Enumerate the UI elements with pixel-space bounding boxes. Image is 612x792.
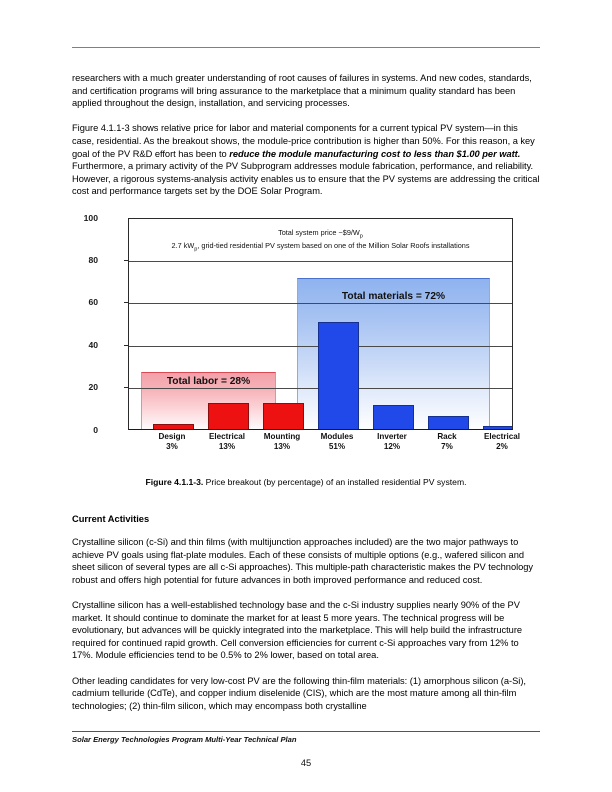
x-label-design-pct: 3% — [166, 442, 178, 452]
x-label-design-name: Design — [158, 431, 186, 441]
header-rule — [72, 47, 540, 48]
x-label-electrical-materials-name: Electrical — [484, 431, 520, 441]
x-label-electrical-labor-pct: 13% — [218, 442, 236, 452]
chart-note-1-text: Total system price ~$9/W — [278, 227, 360, 237]
paragraph-2-emphasis: reduce the module manufacturing cost to less than $1.00 per watt. — [229, 148, 521, 159]
x-label-inverter — [362, 432, 422, 453]
chart-note-line-2 — [129, 241, 512, 252]
x-label-rack — [417, 432, 477, 453]
gridline-80 — [129, 261, 512, 262]
y-tick-label-0: 0 — [93, 424, 98, 435]
figure-4-1-1-3 — [72, 211, 540, 487]
x-label-electrical-materials — [472, 432, 532, 453]
price-breakout-chart — [83, 211, 520, 466]
bar-design — [153, 424, 194, 429]
x-label-rack-name: Rack — [437, 431, 457, 441]
paragraph-2-part2: Furthermore, a primary activity of the PV Subprogram addresses module fabrication, performance, and reliability. However, a rigorous systems-analysis activity enables us to ensure that the PV systems are addressing the critical cost and performance targets set by the DOE Solar Program. — [72, 161, 540, 197]
x-label-modules — [307, 432, 367, 453]
gridline-60 — [129, 303, 512, 304]
chart-note-line-1 — [129, 228, 512, 239]
paragraph-2-part1: Figure 4.1.1-3 shows relative price for labor and material components for a current typical PV system—in this case, residential. As the breakout shows, the module-price contribution is higher than 50%. For this reason, a key goal of the PV R&D effort has been to — [72, 123, 535, 159]
x-label-rack-pct: 7% — [441, 442, 453, 452]
chart-note-2-sub: p — [194, 245, 198, 252]
section-heading-current-activities: Current Activities — [72, 513, 150, 524]
bar-electrical-labor — [208, 403, 249, 430]
chart-note-1-sub: p — [359, 232, 363, 239]
chart-note-2-pre: 2.7 kW — [171, 240, 195, 250]
plot-area — [128, 218, 513, 430]
paragraph-1: researchers with a much greater understanding of root causes of failures in systems. And new codes, standards, and certification programs will bring assurance to the marketplace that a minimum quality standard has been applied throughout the design, installation, and servicing processes. — [72, 73, 532, 109]
paragraph-4: Crystalline silicon has a well-established technology base and the c-Si industry supplies nearly 90% of the PV market. It should continue to dominate the market for at least 5 more years. The technical progress will be evolutionary, but advances will be quickly integrated into the marketplace. This will help build the infrastructure required for continued rapid growth. Cell conversion efficiencies for current c-Si approaches vary from 12% to 17%. Module efficiencies tend to be 0.5% to 2% lower, based on total area. — [72, 600, 523, 661]
bar-electrical-materials — [483, 426, 513, 429]
x-label-design — [142, 432, 202, 453]
bar-inverter — [373, 405, 414, 429]
x-label-inverter-name: Inverter — [377, 431, 407, 441]
chart-note-2-post: , grid-tied residential PV system based on one of the Million Solar Roofs installations — [197, 240, 470, 250]
y-tick-label-40: 40 — [88, 339, 98, 350]
group-label-total-labor: Total labor = 28% — [166, 375, 251, 387]
y-tick-label-100: 100 — [83, 212, 98, 223]
footer-title: Solar Energy Technologies Program Multi-Year Technical Plan — [72, 735, 297, 744]
footer-rule — [72, 731, 540, 732]
bar-rack — [428, 416, 469, 430]
y-tick-label-60: 60 — [88, 297, 98, 308]
x-label-mounting-name: Mounting — [263, 431, 301, 441]
paragraph-2 — [72, 122, 540, 198]
bar-mounting — [263, 403, 304, 430]
page-content — [72, 72, 540, 725]
paragraph-3: Crystalline silicon (c-Si) and thin films (with multijunction approaches included) are the two major pathways to achieve PV goals using flat-plate modules. Each of these consists of multiple options (e.g., wafered silicon and sheet silicon of several types are all c-Si approaches). This multiple-path characteristic makes the PV technology robust and offers high potential for future advances in both improved performance and reduced cost. — [72, 537, 534, 585]
figure-caption — [72, 477, 540, 487]
bar-modules — [318, 322, 359, 429]
y-tick-label-20: 20 — [88, 382, 98, 393]
paragraph-5: Other leading candidates for very low-cost PV are the following thin-film materials: (1) amorphous silicon (a-Si), cadmium telluride (CdTe), and copper indium diselenide (CIS), which are the most mature among all thin-film technologies; (2) thin-film silicon, which may encompass both crystalline — [72, 675, 526, 711]
x-label-electrical-materials-pct: 2% — [496, 442, 508, 452]
x-label-electrical-labor — [197, 432, 257, 453]
y-tick-label-80: 80 — [88, 254, 98, 265]
x-label-modules-name: Modules — [320, 431, 354, 441]
x-axis-labels — [128, 431, 520, 462]
x-label-modules-pct: 51% — [328, 442, 346, 452]
x-label-mounting — [252, 432, 312, 453]
page-number: 45 — [300, 758, 312, 768]
x-label-mounting-pct: 13% — [273, 442, 291, 452]
x-label-electrical-labor-name: Electrical — [209, 431, 245, 441]
x-label-inverter-pct: 12% — [383, 442, 401, 452]
group-label-total-materials: Total materials = 72% — [341, 290, 446, 302]
figure-caption-number: Figure 4.1.1-3. — [145, 476, 204, 487]
figure-caption-text: Price breakout (by percentage) of an installed residential PV system. — [203, 476, 467, 487]
